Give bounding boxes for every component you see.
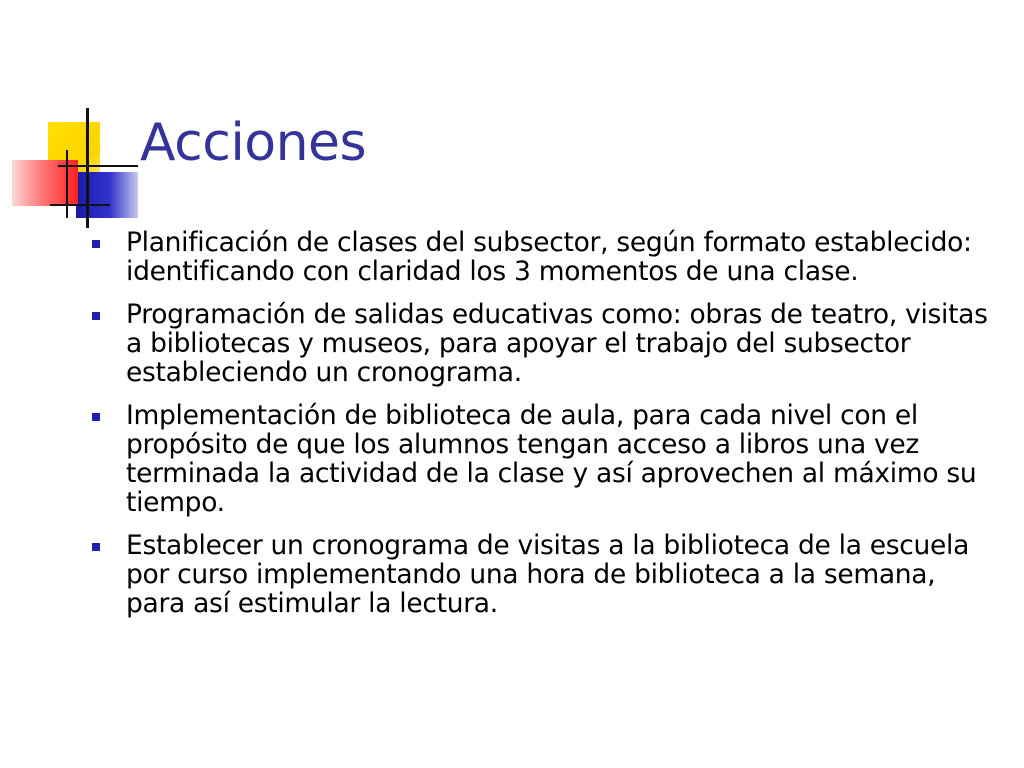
decoration-line [50,204,110,206]
bullet-item [92,300,992,387]
bullet-text: Planificación de clases del subsector, según formato establecido: identificando con claridad los 3 momentos de una clase. [126,227,972,287]
bullet-text: Implementación de biblioteca de aula, para cada nivel con el propósito de que los alumnos tengan acceso a libros una vez terminada la actividad de la clase y así aprovechen al máximo su tiempo. [126,400,977,518]
bullet-item [92,228,992,286]
decoration-line [86,108,89,228]
square-bullet-icon [92,413,100,421]
square-bullet-icon [92,240,100,248]
corner-decoration [0,0,150,240]
square-bullet-icon [92,543,100,551]
bullet-item [92,401,992,517]
square-bullet-icon [92,312,100,320]
bullet-list [92,228,992,632]
decoration-line [66,150,68,218]
bullet-text: Programación de salidas educativas como: obras de teatro, visitas a bibliotecas y museos, para apoyar el trabajo del subsector estableciendo un cronograma. [126,299,988,388]
slide-title: Acciones [140,113,367,173]
bullet-text: Establecer un cronograma de visitas a la biblioteca de la escuela por curso implementando una hora de biblioteca a la semana, para así estimular la lectura. [126,530,970,619]
decoration-line [58,165,138,167]
bullet-item [92,531,992,618]
